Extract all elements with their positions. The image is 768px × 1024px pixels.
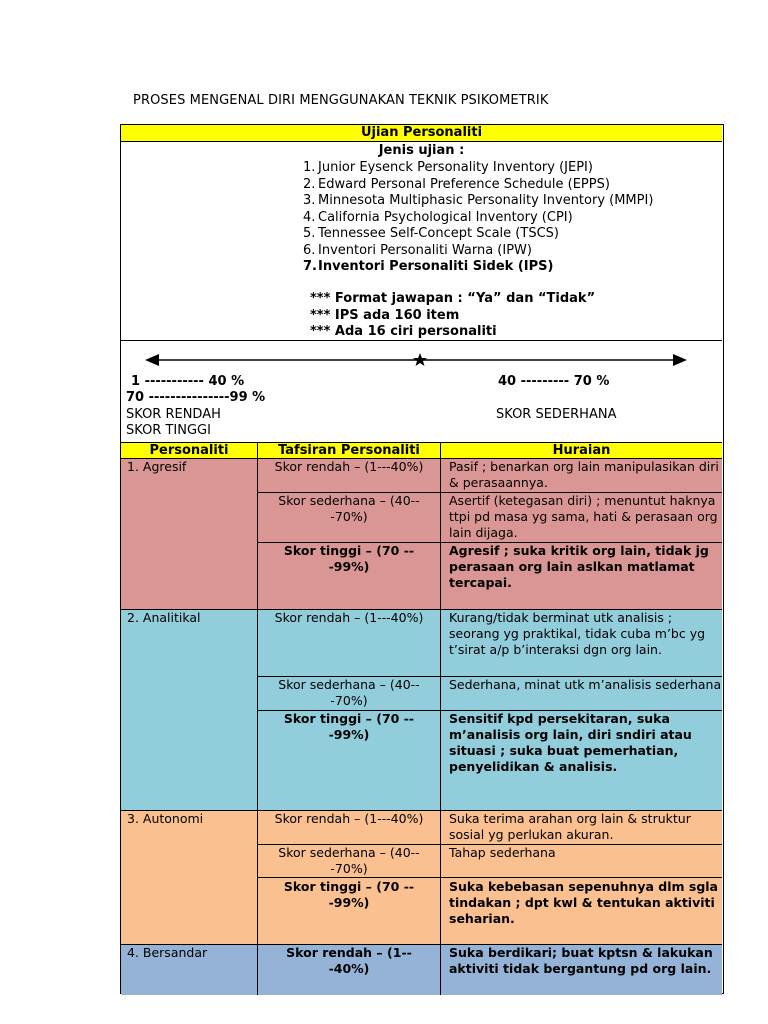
trait-analitikal: 2. Analitikal <box>121 610 258 811</box>
high-range: 70 ---------------99 % <box>126 390 266 405</box>
mid-label: SKOR SEDERHANA <box>496 407 617 422</box>
personality-test-table <box>120 124 724 994</box>
test-item: 7.Inventori Personaliti Sidek (IPS) <box>303 259 554 274</box>
score-cell: Skor rendah – (1---40%) <box>258 811 441 845</box>
desc-cell: Suka kebebasan sepenuhnya dlm sgla tindakan ; dpt kwl & tentukan aktiviti seharian. <box>449 879 718 926</box>
tests-title: Jenis ujian : <box>378 143 465 158</box>
score-cell: Skor rendah – (1---40%) <box>258 459 441 493</box>
test-item: 3. Minnesota Multiphasic Personality Inventory (MMPI) <box>303 193 654 208</box>
header-personaliti: Personaliti <box>121 443 258 459</box>
test-item: 6. Inventori Personaliti Warna (IPW) <box>303 242 532 258</box>
section-heading: Ujian Personaliti <box>121 125 722 142</box>
page-title: PROSES MENGENAL DIRI MENGGUNAKAN TEKNIK PSIKOMETRIK <box>133 93 549 108</box>
score-cell: Skor rendah – (1---40%) <box>258 610 441 677</box>
note-line: *** Format jawapan : “Ya” dan “Tidak” <box>310 291 596 306</box>
test-item: 1. Junior Eysenck Personality Inventory (JEPI) <box>303 160 593 175</box>
note-line: *** IPS ada 160 item <box>310 307 460 323</box>
score-scale <box>121 343 722 441</box>
desc-cell: Tahap sederhana <box>449 845 556 860</box>
desc-cell: Kurang/tidak berminat utk analisis ; seorang yg praktikal, tidak cuba m’bc yg t’sirat a/p b’interaksi dgn org lain. <box>449 610 706 657</box>
score-cell: Skor sederhana – (40---70%) <box>258 845 441 879</box>
note-line: *** Ada 16 ciri personaliti <box>310 324 497 339</box>
trait-agresif: 1. Agresif <box>121 459 258 610</box>
trait-bersandar: 4. Bersandar <box>121 945 258 995</box>
desc-cell: Asertif (ketegasan diri) ; menuntut haknya ttpi pd masa yg sama, hati & perasaan org lain dijaga. <box>449 493 718 540</box>
desc-cell: Sederhana, minat utk m’analisis sederhana <box>449 677 722 692</box>
test-list <box>303 160 653 276</box>
test-item: 2. Edward Personal Preference Schedule (EPPS) <box>303 176 610 192</box>
desc-cell: Sensitif kpd persekitaran, suka m’analisis org lain, diri sndiri atau situasi ; suka buat pemerhatian, penyelidikan & analisis. <box>449 711 692 774</box>
divider <box>258 877 722 878</box>
score-cell: Skor tinggi – (70 ---99%) <box>258 879 441 945</box>
divider <box>121 340 722 341</box>
score-cell: Skor sederhana – (40---70%) <box>258 493 441 543</box>
score-scale-arrow <box>121 343 722 373</box>
test-item: 4. California Psychological Inventory (CPI) <box>303 209 573 225</box>
desc-cell: Agresif ; suka kritik org lain, tidak jg perasaan org lain aslkan matlamat tercapai. <box>449 543 709 590</box>
score-cell: Skor tinggi – (70 ---99%) <box>258 543 441 610</box>
header-tafsiran: Tafsiran Personaliti <box>258 443 441 459</box>
test-item: 5. Tennessee Self-Concept Scale (TSCS) <box>303 226 559 241</box>
high-label: SKOR TINGGI <box>126 423 211 438</box>
score-cell: Skor sederhana – (40---70%) <box>258 677 441 711</box>
header-huraian: Huraian <box>441 443 722 459</box>
desc-cell: Suka terima arahan org lain & struktur sosial yg perlukan akuran. <box>449 811 691 842</box>
low-range: 1 ----------- 40 % <box>131 374 245 389</box>
low-label: SKOR RENDAH <box>126 407 221 422</box>
score-cell: Skor tinggi – (70 ---99%) <box>258 711 441 811</box>
test-notes <box>310 291 595 341</box>
desc-cell: Suka berdikari; buat kptsn & lakukan aktiviti tidak bergantung pd org lain. <box>441 945 722 995</box>
score-cell: Skor rendah – (1---40%) <box>258 945 441 995</box>
test-types-block <box>121 143 722 341</box>
midpoint-star-icon <box>413 353 427 366</box>
mid-range: 40 --------- 70 % <box>498 374 610 389</box>
trait-autonomi: 3. Autonomi <box>121 811 258 945</box>
desc-cell: Pasif ; benarkan org lain manipulasikan diri & perasaannya. <box>449 459 719 490</box>
divider <box>121 141 722 142</box>
